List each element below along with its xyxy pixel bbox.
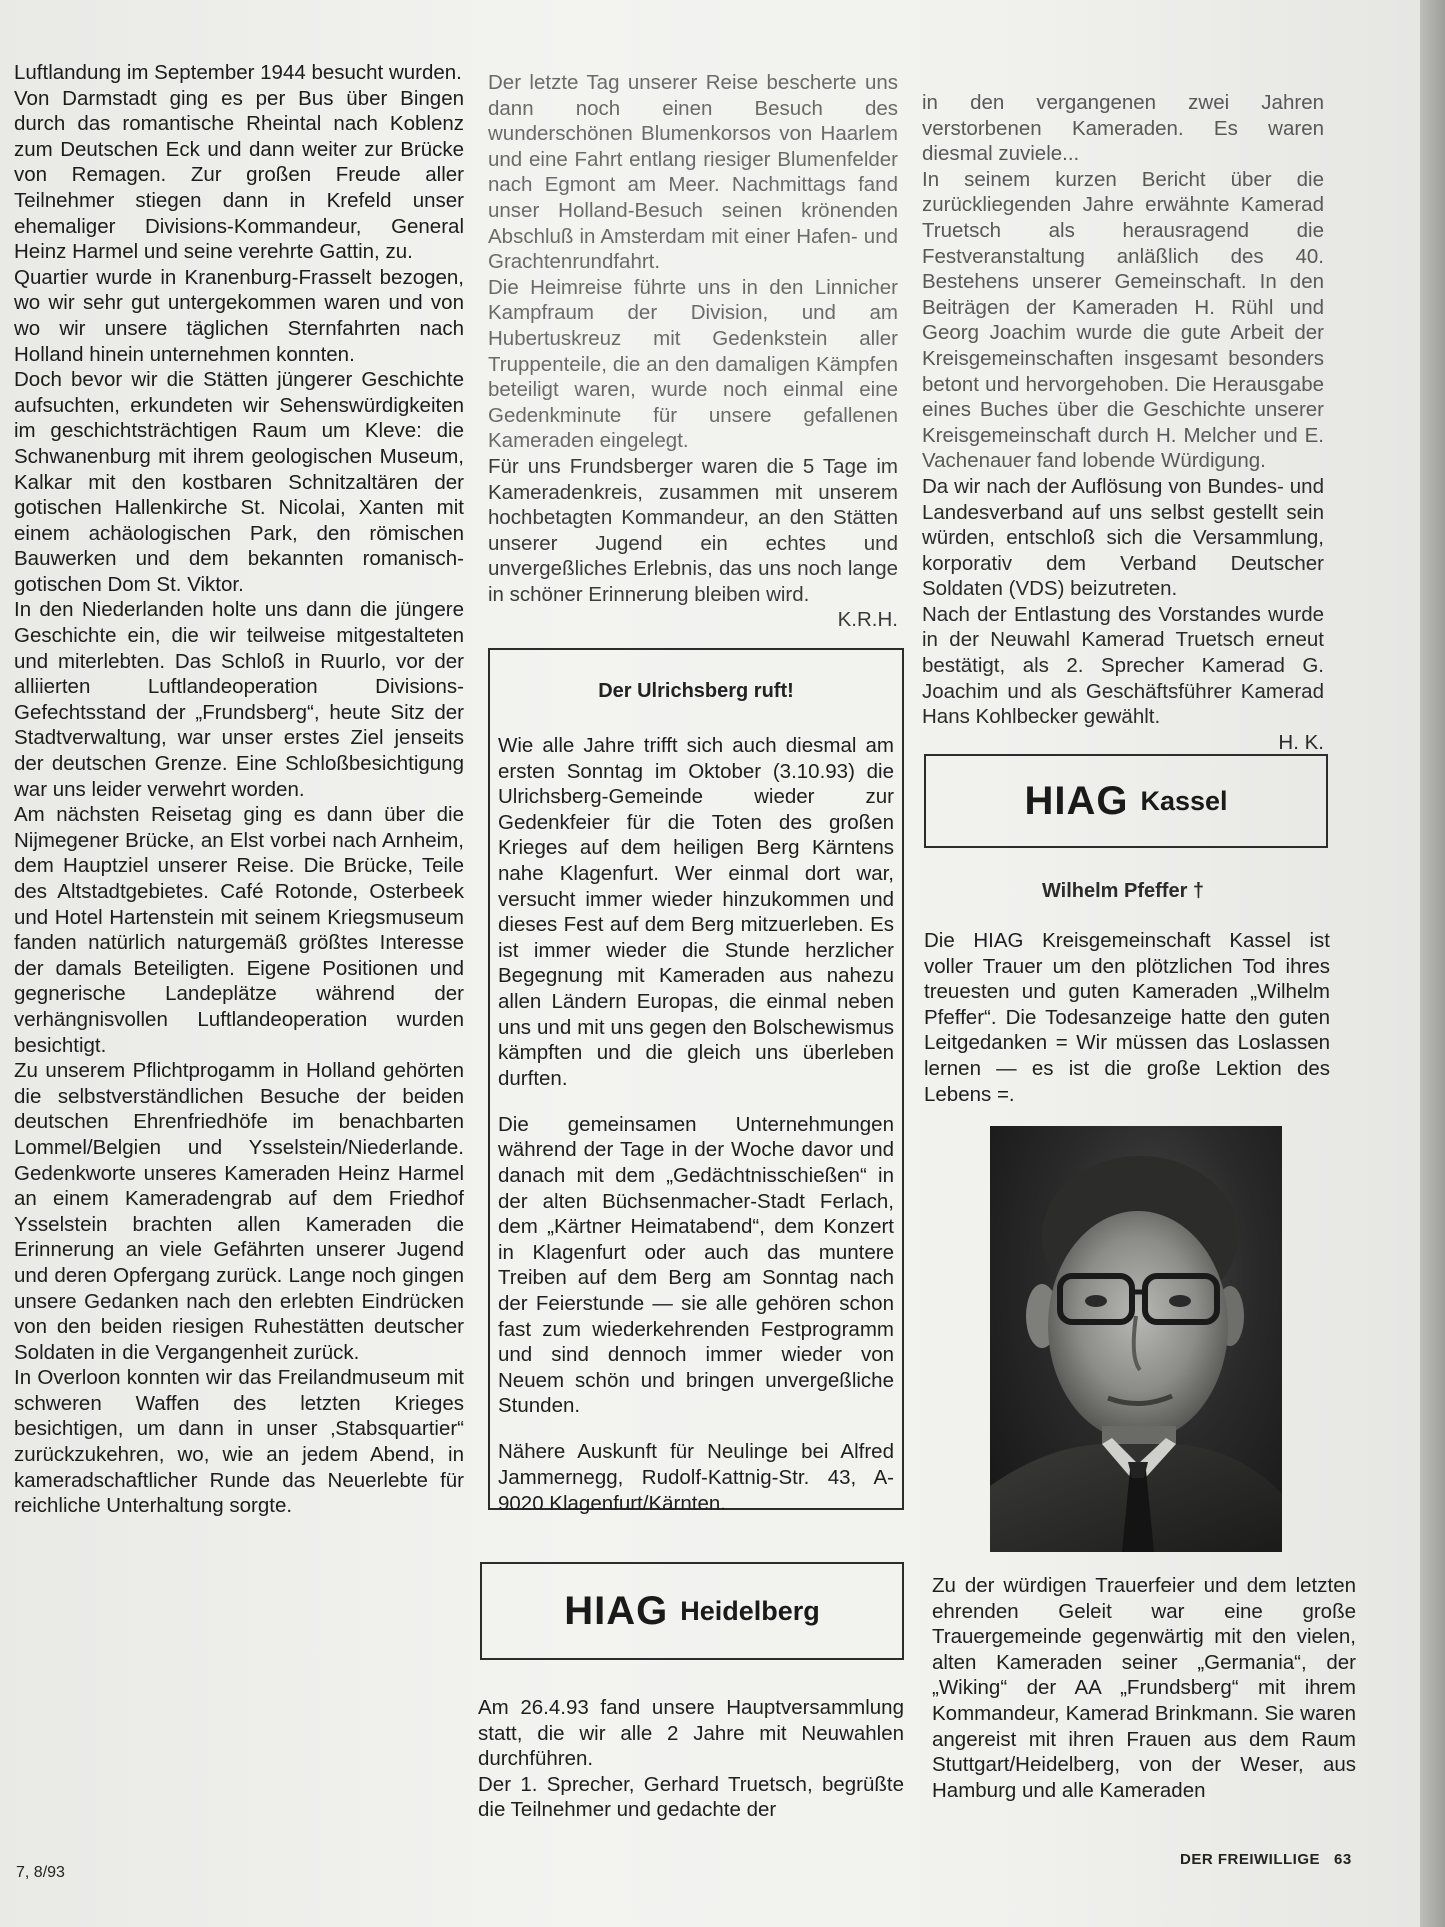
heidelberg-text <box>478 1695 904 1823</box>
hiag-kassel-big: HIAG <box>1024 778 1129 823</box>
page-number: 63 <box>1334 1851 1352 1868</box>
portrait-icon <box>990 1126 1282 1552</box>
paragraph: Die Heimreise führte uns in den Linnicher Kampfraum der Division, und am Hubertuskreuz mit Gedenkstein aller Truppenteile, die an den damaligen Kämpfen beteiligt waren, wurde noch einmal eine Gedenkminute für unsere gefallenen Kameraden eingelegt. <box>488 275 898 453</box>
issue-number: 7, 8/93 <box>16 1864 65 1881</box>
magazine-name: DER FREIWILLIGE <box>1180 1851 1320 1868</box>
ulrichsberg-title: Der Ulrichsberg ruft! <box>598 680 794 702</box>
paragraph: In Overloon konnten wir das Freilandmuseum mit schweren Waffen des letzten Krieges besichtigen, um dann in unser ‚Stabsquartier“ zurückzukehren, wo, wie an jedem Abend, in kameradschaftlicher Runde das Neuerlebte für reichliche Unterhaltung sorgte. <box>14 1366 464 1518</box>
paragraph: Am nächsten Reisetag ging es dann über die Nijmegener Brücke, an Elst vorbei nach Arnheim, dem Hauptziel unserer Reise. Die Brücke, Teile des Altstadtgebietes. Café Rotonde, Osterbeek und Hotel Hartenstein mit seinem Kriegsmuseum fanden natürlich naturgemäß größtes Interesse der damals Beteiligten. Eigene Positionen und gegnerische Landeplätze während der verhängnisvollen Luftlandeoperation wurden besichtigt. <box>14 803 464 1057</box>
ulrichsberg-text <box>498 733 894 1516</box>
paragraph: Zu unserem Pflichtprogamm in Holland gehörten die selbstverständlichen Besuche der beiden deutschen Ehrenfriedhöfe im benachbarten Lommel/Belgien und Ysselstein/Niederlande. Gedenkworte unseres Kameraden Heinz Harmel an einem Kameradengrab auf dem Friedhof Ysselstein brachten allen Kameraden die Erinnerung an viele Gefährten unserer Jugend und deren Opfergang zurück. Lange noch gingen unsere Gedanken nach den erlebten Eindrücken von den beiden riesigen Ruhestätten deutscher Soldaten in die Vergangenheit zurück. <box>14 1059 464 1364</box>
kassel-article <box>924 928 1330 1107</box>
page-edge <box>1420 0 1445 1927</box>
signature: K.R.H. <box>837 608 898 632</box>
paragraph: Die HIAG Kreisgemeinschaft Kassel ist voller Trauer um den plötzlichen Tod ihres treuesten und guten Kameraden „Wilhelm Pfeffer“. Die Todesanzeige hatte den guten Leitgedanken = Wir müssen das Loslassen lernen — es ist die große Lektion des Lebens =. <box>924 929 1330 1106</box>
heidelberg-article <box>478 1695 904 1823</box>
hiag-kassel-header <box>924 754 1328 848</box>
trauer-article <box>932 1573 1356 1803</box>
paragraph: Da wir nach der Auflösung von Bundes- und Landesverband auf uns selbst gestellt sein würden, entschloß sich die Versammlung, korporativ dem Verband Deutscher Soldaten (VDS) beizutreten. <box>922 474 1324 601</box>
paragraph: Nach der Entlastung des Vorstandes wurde in der Neuwahl Kamerad Truetsch erneut bestätigt, als 2. Sprecher Kamerad G. Joachim und als Geschäftsführer Kamerad Hans Kohlbecker gewählt. <box>922 602 1324 729</box>
page-footer <box>1180 1851 1352 1868</box>
paragraph: in den vergangenen zwei Jahren verstorbenen Kameraden. Es waren diesmal zuviele... <box>922 91 1324 166</box>
paragraph: Von Darmstadt ging es per Bus über Bingen durch das romantische Rheintal nach Koblenz zum Deutschen Eck und dann weiter zur Brücke von Remagen. Zur großen Freude aller Teilnehmer stiegen dann in Krefeld unser ehemaliger Divisions-Kommandeur, General Heinz Harmel und seine verehrte Gattin, zu. <box>14 86 464 264</box>
paragraph: Luftlandung im September 1944 besucht wurden. <box>14 61 462 84</box>
column-right <box>922 90 1324 755</box>
paragraph: Am 26.4.93 fand unsere Hauptversammlung statt, die wir alle 2 Jahre mit Neuwahlen durchführen. <box>478 1696 904 1771</box>
column-left-text <box>14 60 464 1519</box>
paragraph: Nähere Auskunft für Neulinge bei Alfred Jammernegg, Rudolf-Kattnig-Str. 43, A-9020 Klagenfurt/Kärnten. <box>498 1440 894 1515</box>
column-right-text <box>922 90 1324 755</box>
paragraph: Der letzte Tag unserer Reise bescherte uns dann noch einen Besuch des wunderschönen Blumenkorsos von Haarlem und eine Fahrt entlang riesiger Blumenfelder nach Egmont am Meer. Nachmittags fand unser Holland-Besuch seinen krönenden Abschluß in Amsterdam mit einer Hafen- und Grachtenrundfahrt. <box>488 71 898 274</box>
paragraph: Quartier wurde in Kranenburg-Frasselt bezogen, wo wir sehr gut untergekommen waren und von wo wir unsere täglichen Sternfahrten nach Holland hinein unternehmen konnten. <box>14 265 464 366</box>
hiag-heidelberg-big: HIAG <box>564 1588 669 1633</box>
signature: H. K. <box>1278 730 1324 754</box>
paragraph: Doch bevor wir die Stätten jüngerer Geschichte aufsuchten, erkundeten wir Sehenswürdigkeiten im geschichtsträchtigen Raum um Kleve: die Schwanenburg mit ihrem geologischen Museum, Kalkar mit den kostbaren Schnitzaltären der gotischen Hallenkirche St. Nicolai, Xanten mit einem achäologischen Park, den römischen Bauwerken und dem bekannten romanisch-gotischen Dom St. Viktor. <box>14 368 464 596</box>
column-middle <box>488 70 898 633</box>
portrait-photo <box>990 1126 1282 1552</box>
paragraph: In seinem kurzen Bericht über die zurückliegenden Jahre erwähnte Kamerad Truetsch als herausragend die Festveranstaltung anläßlich des 40. Bestehens unserer Gemeinschaft. In den Beiträgen der Kameraden H. Rühl und Georg Joachim wurde die gute Arbeit der Kreisgemeinschaften insgesamt besonders betont und hervorgehoben. Die Herausgabe eines Buches über die Geschichte unserer Kreisgemeinschaft durch H. Melcher und E. Vachenauer fand lobende Würdigung. <box>922 167 1324 473</box>
ulrichsberg-box <box>488 648 904 1515</box>
paragraph: In den Niederlanden holte uns dann die jüngere Geschichte ein, die wir teilweise mitgestalteten und miterlebten. Das Schloß in Ruurlo, vor der alliierten Luftlandeoperation Divisions-Gefechtsstand der „Frundsberg“, heute Sitz der Stadtverwaltung, war unser erstes Ziel jenseits der deutschen Grenze. Eine Schloßbesichtigung war uns leider verwehrt worden. <box>14 598 464 801</box>
column-middle-text <box>488 70 898 633</box>
paragraph: Der 1. Sprecher, Gerhard Truetsch, begrüßte die Teilnehmer und gedachte der <box>478 1772 904 1822</box>
obituary-name: Wilhelm Pfeffer † <box>1041 880 1205 902</box>
paragraph: Zu der würdigen Trauerfeier und dem letzten ehrenden Geleit war eine große Trauergemeinde gegenwärtig mit den vielen, alten Kameraden seiner „Germania“, der „Wiking“ der AA „Frundsberg“ mit ihrem Kommandeur, Kamerad Brinkmann. Sie waren angereist mit ihren Frauen aus dem Raum Stuttgart/Heidelberg, von der Weser, aus Hamburg und alle Kameraden <box>932 1574 1356 1802</box>
hiag-kassel-small: Kassel <box>1140 785 1228 816</box>
paragraph: Für uns Frundsberger waren die 5 Tage im Kameradenkreis, zusammen mit unserem hochbetagten Kommandeur, an den Stätten unserer Jugend ein echtes und unvergeßliches Erlebnis, das uns noch lange in schöner Erinnerung bleiben wird. <box>488 454 898 606</box>
column-left <box>14 60 464 1519</box>
paragraph: Die gemeinsamen Unternehmungen während der Tage in der Woche davor und danach mit dem „Gedächtnisschießen“ in der alten Büchsenmacher-Stadt Ferlach, dem „Kärtner Heimatabend“, dem Konzert in Klagenfurt oder auch das muntere Treiben auf dem Berg am Sonntag nach der Feierstunde — sie alle gehören schon fast zum wiederkehrenden Festprogramm und sind dennoch immer wieder von Neuem schön und bringen unvergeßliche Stunden. <box>498 1112 894 1418</box>
hiag-heidelberg-small: Heidelberg <box>680 1595 820 1626</box>
hiag-heidelberg-header <box>480 1562 904 1660</box>
paragraph: Wie alle Jahre trifft sich auch diesmal am ersten Sonntag im Oktober (3.10.93) die Ulrichsberg-Gemeinde wieder zur Gedenkfeier für die Toten des großen Krieges auf dem heiligen Berg Kärntens nahe Klagenfurt. Wer einmal dort war, versucht immer wieder hinzukommen und dieses Fest auf dem Berg mitzuerleben. Es ist immer wieder die Stunde herzlicher Begegnung mit Kameraden aus nahezu allen Ländern Europas, die einmal neben uns und mit uns gegen den Bolschewismus kämpften und die gleich uns überleben durften. <box>498 734 894 1090</box>
